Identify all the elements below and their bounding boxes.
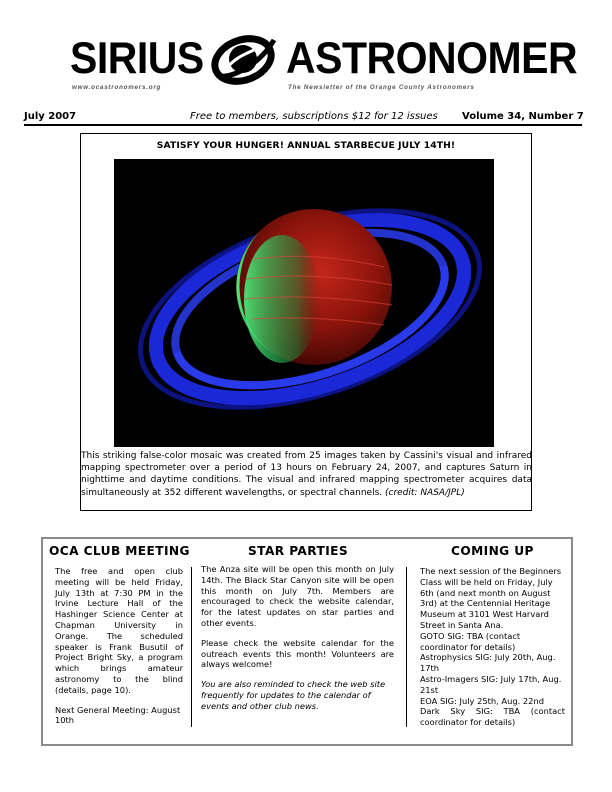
star-parties-heading: STAR PARTIES [248, 544, 349, 558]
column-divider [191, 567, 192, 727]
saturn-image [114, 159, 494, 447]
image-caption [81, 450, 532, 499]
beginners-class-text: The next session of the Beginners Class will be held on Friday, July 6th (and next month on August 3rd) at the Centennial Heritage Museum at 3101 West Harvard Street in Santa Ana. [420, 566, 562, 630]
astrophysics-sig-text: Astrophysics SIG: July 20th, Aug. 17th [420, 652, 556, 674]
outreach-text: Please check the website calendar for the outreach events this month! Volunteers are always welcome! [201, 637, 394, 670]
header-rule [24, 124, 582, 126]
masthead [0, 26, 612, 96]
astro-imagers-sig-text: Astro-Imagers SIG: July 17th, Aug. 21st [420, 673, 562, 695]
club-meeting-heading: OCA CLUB MEETING [49, 544, 190, 558]
next-meeting-text: Next General Meeting: August 10th [55, 704, 181, 726]
feature-box [80, 133, 532, 511]
masthead-title-left: SIRIUS [70, 33, 204, 83]
news-box [41, 537, 573, 746]
feature-headline: SATISFY YOUR HUNGER! ANNUAL STARBECUE JULY 14TH! [156, 140, 456, 151]
coming-up-heading: COMING UP [451, 544, 534, 558]
reminder-text: You are also reminded to check the web site frequently for updates to the calendar of events and other club news. [201, 679, 386, 711]
caption-text: This striking false-color mosaic was created from 25 images taken by Cassini's visual and infrared mapping spectrometer over a period of 13 hours on February 24, 2007, and captures Saturn in nighttime and daytime conditions. The visual and infrared mapping spectrometer acquires data simultaneously at 352 different wavelengths, or spectral channels. [81, 451, 532, 498]
masthead-title-right: ASTRONOMER [286, 33, 578, 83]
masthead-tagline: The Newsletter of the Orange County Astronomers [288, 84, 475, 91]
club-meeting-text: The free and open club meeting will be held Friday, July 13th at 7:30 PM in the Irvine Lecture Hall of the Hashinger Science Center at Chapman University in Orange. The scheduled speaker is Frank Busutil of Project Bright Sky, a program which brings amateur astronomy to the blind (details, page 10). [55, 566, 183, 695]
column-divider [406, 567, 407, 727]
volume-number: Volume 34, Number 7 [462, 111, 584, 122]
issue-date: July 2007 [24, 111, 77, 122]
dark-sky-sig-text: Dark Sky SIG: TBA (contact coordinator for details) [420, 706, 565, 728]
subscription-info: Free to members, subscriptions $12 for 12 issues [190, 111, 438, 122]
oca-logo-icon [204, 26, 282, 88]
eoa-sig-text: EOA SIG: July 25th, Aug. 22nd [420, 695, 544, 706]
star-parties-text: The Anza site will be open this month on July 14th. The Black Star Canyon site will be open this month on July 7th. Members are encouraged to check the website calendar, for the latest updates on star parties and other events. [201, 564, 394, 628]
caption-credit: (credit: NASA/JPL) [384, 487, 465, 498]
goto-sig-text: GOTO SIG: TBA (contact coordinator for details) [420, 630, 521, 652]
masthead-url[interactable]: www.ocastronomers.org [72, 84, 162, 91]
